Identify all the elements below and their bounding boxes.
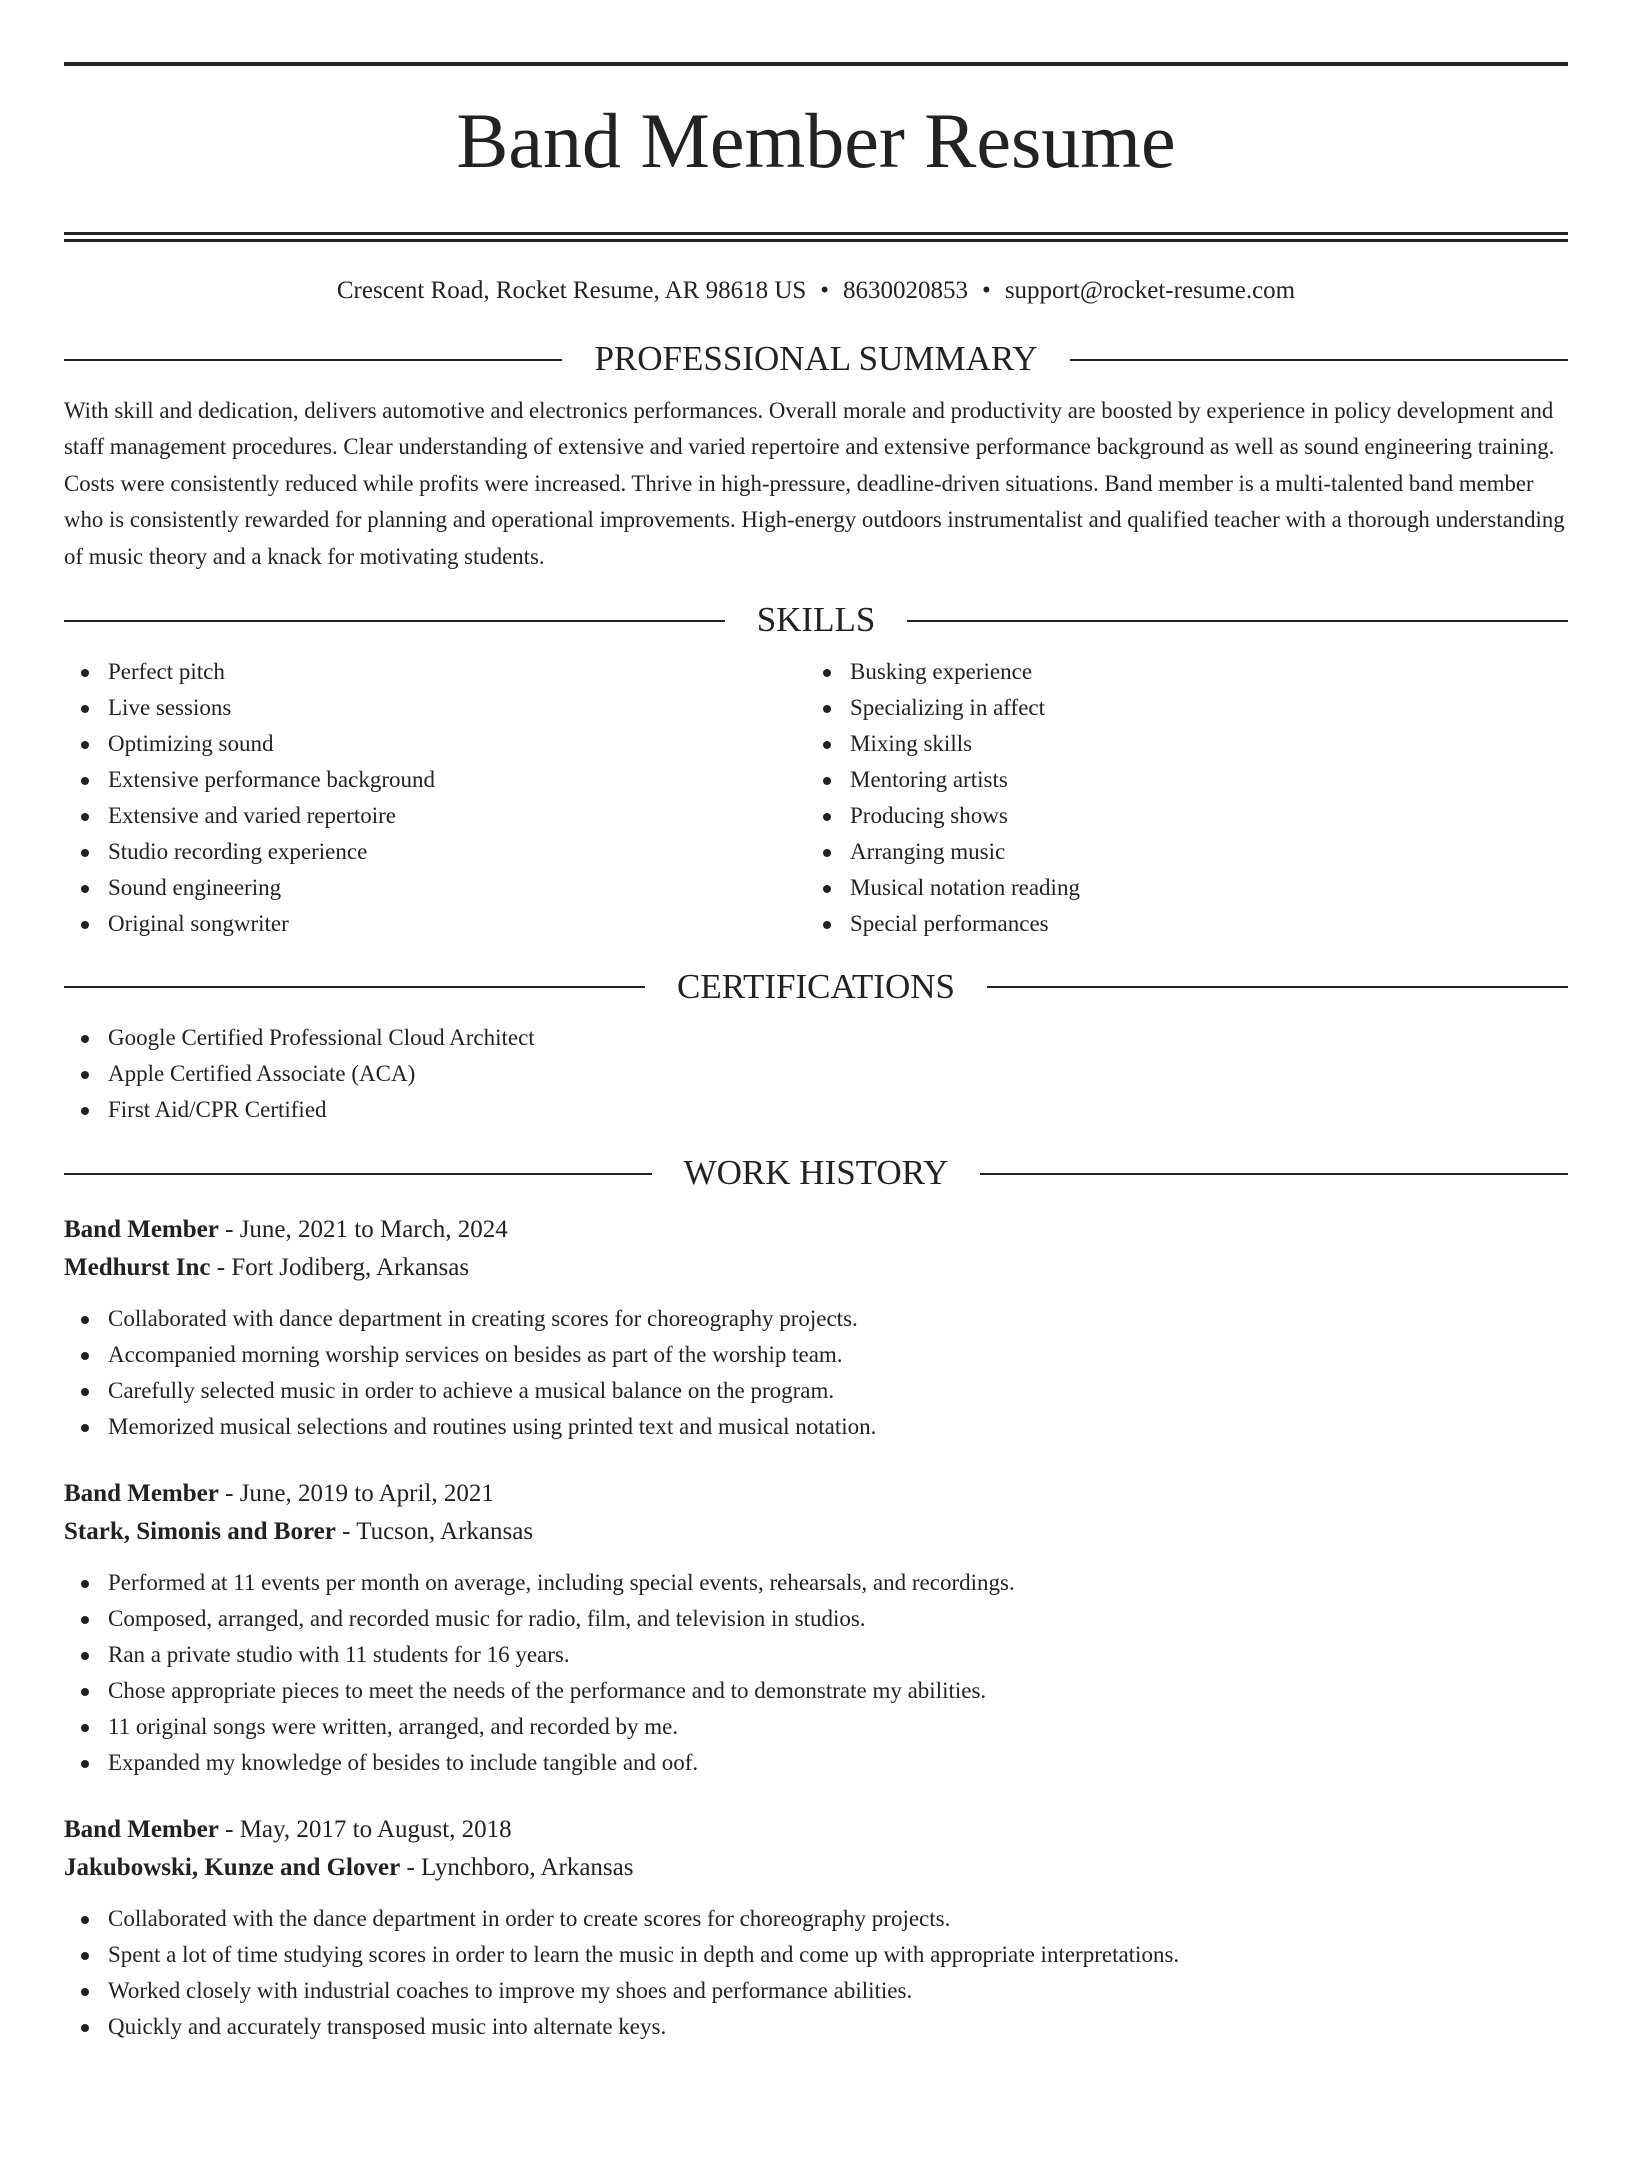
work-history-list (64, 1211, 1568, 2045)
dash: - (218, 1815, 240, 1843)
dash: - (335, 1517, 357, 1545)
job-role: Band Member (64, 1815, 219, 1843)
title-double-rule (64, 232, 1568, 242)
section-title: WORK HISTORY (683, 1153, 949, 1193)
skill-item: Specializing in affect (806, 690, 1548, 726)
skill-item: Perfect pitch (64, 654, 806, 690)
job-company-line (64, 1249, 1568, 1287)
contact-separator: • (982, 277, 991, 305)
section-heading-skills (64, 601, 1568, 640)
contact-address: Crescent Road, Rocket Resume, AR 98618 US (336, 277, 807, 305)
job-duty-item: Collaborated with dance department in creating scores for choreography projects. (64, 1301, 1568, 1337)
job-title-line (64, 1811, 1568, 1849)
job-duty-item: Spent a lot of time studying scores in order to learn the music in depth and come up with appropriate interpretations. (64, 1937, 1568, 1973)
contact-phone: 8630020853 (843, 277, 969, 305)
job-title-line (64, 1211, 1568, 1249)
job-duty-item: Composed, arranged, and recorded music for radio, film, and television in studios. (64, 1601, 1568, 1637)
heading-rule-left (64, 1173, 652, 1175)
job-duty-item: Quickly and accurately transposed music into alternate keys. (64, 2009, 1568, 2045)
heading-rule-right (987, 986, 1568, 988)
certification-item: Google Certified Professional Cloud Architect (64, 1020, 1568, 1056)
job-duty-item: Performed at 11 events per month on average, including special events, rehearsals, and recordings. (64, 1565, 1568, 1601)
job-duties-list (64, 1565, 1568, 1781)
job-role: Band Member (64, 1215, 219, 1243)
job-duty-item: Worked closely with industrial coaches to improve my shoes and performance abilities. (64, 1973, 1568, 2009)
section-heading-summary (64, 340, 1568, 379)
certification-item: Apple Certified Associate (ACA) (64, 1056, 1568, 1092)
section-title: CERTIFICATIONS (677, 966, 955, 1006)
resume-page (0, 62, 1632, 2174)
job-duties-list (64, 1901, 1568, 2045)
heading-rule-right (980, 1173, 1568, 1175)
heading-rule-left (64, 359, 562, 361)
certifications-list (64, 1020, 1568, 1128)
skill-item: Arranging music (806, 834, 1548, 870)
dash: - (218, 1215, 240, 1243)
contact-line (64, 276, 1568, 306)
job-location: Lynchboro, Arkansas (421, 1853, 634, 1881)
skill-item: Mentoring artists (806, 762, 1548, 798)
job-entry (64, 1811, 1568, 2045)
job-company: Medhurst Inc (64, 1253, 211, 1281)
job-location: Tucson, Arkansas (356, 1517, 534, 1545)
job-company: Jakubowski, Kunze and Glover (64, 1853, 401, 1881)
contact-separator: • (820, 277, 830, 305)
job-dates: June, 2019 to April, 2021 (239, 1479, 494, 1507)
section-title: PROFESSIONAL SUMMARY (594, 339, 1038, 379)
skill-item: Optimizing sound (64, 726, 806, 762)
skill-item: Sound engineering (64, 870, 806, 906)
skill-item: Producing shows (806, 798, 1548, 834)
skills-columns (64, 654, 1568, 942)
page-title: Band Member Resume (456, 97, 1176, 184)
dash: - (218, 1479, 240, 1507)
skill-item: Original songwriter (64, 906, 806, 942)
job-company: Stark, Simonis and Borer (64, 1517, 336, 1545)
skill-item: Special performances (806, 906, 1548, 942)
section-title: SKILLS (756, 600, 876, 640)
job-duty-item: Carefully selected music in order to achieve a musical balance on the program. (64, 1373, 1568, 1409)
contact-email: support@rocket-resume.com (1004, 277, 1296, 305)
section-heading-certifications (64, 968, 1568, 1007)
skill-item: Musical notation reading (806, 870, 1548, 906)
job-duty-item: Expanded my knowledge of besides to include tangible and oof. (64, 1745, 1568, 1781)
dash: - (210, 1253, 232, 1281)
job-duties-list (64, 1301, 1568, 1445)
job-duty-item: Accompanied morning worship services on besides as part of the worship team. (64, 1337, 1568, 1373)
summary-text: With skill and dedication, delivers automotive and electronics performances. Overall morale and productivity are boosted by experience in policy development and staff management procedures. Clear understanding of extensive and varied repertoire and extensive performance background as well as sound engineering training. Costs were consistently reduced while profits were increased. Thrive in high-pressure, deadline-driven situations. Band member is a multi-talented band member who is consistently rewarded for planning and operational improvements. High-energy outdoors instrumentalist and qualified teacher with a thorough understanding of music theory and a knack for motivating students. (64, 397, 1565, 569)
skill-item: Extensive and varied repertoire (64, 798, 806, 834)
job-location: Fort Jodiberg, Arkansas (231, 1253, 470, 1281)
heading-rule-right (907, 620, 1568, 622)
job-dates: May, 2017 to August, 2018 (239, 1815, 512, 1843)
skill-item: Studio recording experience (64, 834, 806, 870)
top-rule (64, 62, 1568, 66)
skill-item: Extensive performance background (64, 762, 806, 798)
heading-rule-left (64, 620, 725, 622)
job-company-line (64, 1849, 1568, 1887)
job-duty-item: Memorized musical selections and routines using printed text and musical notation. (64, 1409, 1568, 1445)
certification-item: First Aid/CPR Certified (64, 1092, 1568, 1128)
job-duty-item: Collaborated with the dance department in order to create scores for choreography projects. (64, 1901, 1568, 1937)
job-duty-item: Ran a private studio with 11 students for 16 years. (64, 1637, 1568, 1673)
skills-list-right (806, 654, 1548, 942)
job-role: Band Member (64, 1479, 219, 1507)
job-entry (64, 1211, 1568, 1445)
job-entry (64, 1475, 1568, 1781)
job-duty-item: Chose appropriate pieces to meet the needs of the performance and to demonstrate my abilities. (64, 1673, 1568, 1709)
job-duty-item: 11 original songs were written, arranged, and recorded by me. (64, 1709, 1568, 1745)
section-heading-work-history (64, 1154, 1568, 1193)
heading-rule-left (64, 986, 645, 988)
skill-item: Live sessions (64, 690, 806, 726)
skills-list-left (64, 654, 806, 942)
dash: - (400, 1853, 422, 1881)
job-company-line (64, 1513, 1568, 1551)
skill-item: Busking experience (806, 654, 1548, 690)
job-title-line (64, 1475, 1568, 1513)
skill-item: Mixing skills (806, 726, 1548, 762)
heading-rule-right (1070, 359, 1568, 361)
job-dates: June, 2021 to March, 2024 (239, 1215, 508, 1243)
